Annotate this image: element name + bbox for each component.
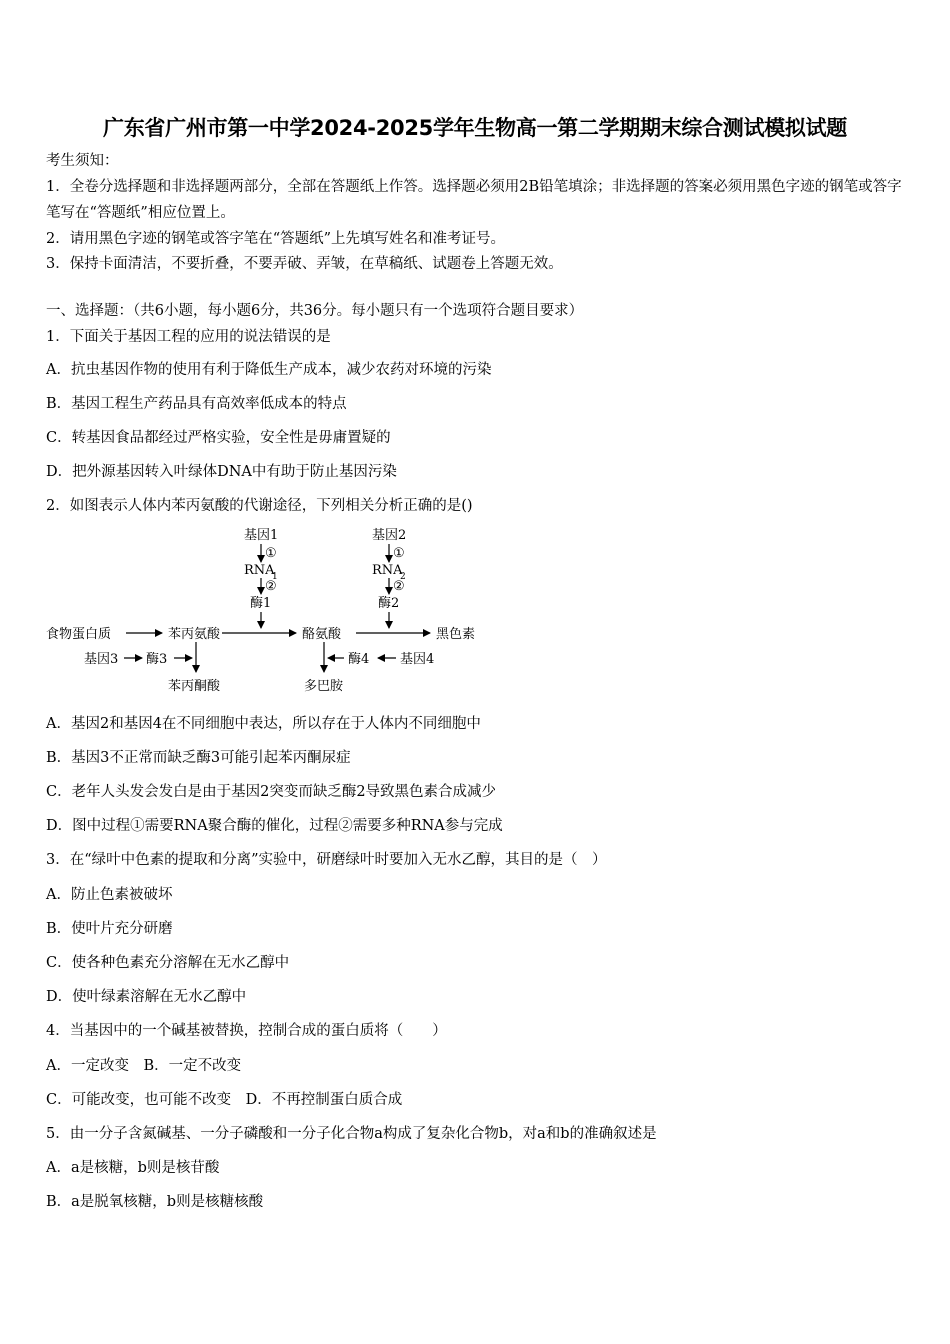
- question-5-stem: 5．由一分子含氮碱基、一分子磷酸和一分子化合物a构成了复杂化合物b，对a和b的准确叙述是: [46, 1126, 657, 1142]
- gene3-label: 基因3: [84, 652, 119, 667]
- rna2-label: RNA: [372, 563, 403, 578]
- question-5-option-a: A．a是核糖，b则是核苷酸: [46, 1160, 220, 1176]
- phenylpyruvate-label: 苯丙酮酸: [168, 679, 221, 694]
- question-2-option-a: A．基因2和基因4在不同细胞中表达，所以存在于人体内不同细胞中: [46, 716, 481, 732]
- question-5-option-b: B．a是脱氧核糖，b则是核糖核酸: [46, 1194, 264, 1210]
- rna2-subscript: 2: [400, 572, 406, 582]
- question-2-option-d: D．图中过程①需要RNA聚合酶的催化，过程②需要多种RNA参与完成: [46, 818, 503, 834]
- step2b-label: ②: [393, 579, 405, 594]
- enzyme2-label: 酶2: [378, 596, 400, 611]
- page-title: 广东省广州市第一中学2024-2025学年生物高一第二学期期末综合测试模拟试题: [103, 116, 847, 140]
- metabolic-pathway-diagram: [44, 522, 494, 697]
- question-3-option-b: B．使叶片充分研磨: [46, 921, 173, 937]
- question-2-option-b: B．基因3不正常而缺乏酶3可能引起苯丙酮尿症: [46, 750, 351, 766]
- enzyme1-label: 酶1: [250, 596, 272, 611]
- question-3-stem: 3．在“绿叶中色素的提取和分离”实验中，研磨绿叶时要加入无水乙醇，其目的是（ ）: [46, 852, 607, 868]
- step2-label: ②: [265, 579, 277, 594]
- question-1-option-b: B．基因工程生产药品具有高效率低成本的特点: [46, 396, 347, 412]
- step1-label: ①: [265, 546, 277, 561]
- question-1-stem: 1．下面关于基因工程的应用的说法错误的是: [46, 329, 331, 345]
- question-4-options-ab: A．一定改变 B．一定不改变: [46, 1058, 242, 1074]
- gene1-label: 基因1: [244, 528, 279, 543]
- rna1-subscript: 1: [272, 572, 278, 582]
- question-2-stem: 2．如图表示人体内苯丙氨酸的代谢途径，下列相关分析正确的是(): [46, 498, 473, 514]
- question-3-option-d: D．使叶绿素溶解在无水乙醇中: [46, 989, 247, 1005]
- enzyme4-label: 酶4: [348, 652, 370, 667]
- tyrosine-label: 酪氨酸: [302, 627, 342, 642]
- step1b-label: ①: [393, 546, 405, 561]
- question-4-stem: 4．当基因中的一个碱基被替换，控制合成的蛋白质将（ ）: [46, 1023, 447, 1039]
- notice-item-3: 3．保持卡面清洁，不要折叠，不要弄破、弄皱，在草稿纸、试题卷上答题无效。: [46, 256, 563, 272]
- question-2-option-c: C．老年人头发会发白是由于基因2突变而缺乏酶2导致黑色素合成减少: [46, 784, 497, 800]
- rna1-label: RNA: [244, 563, 275, 578]
- melanin-label: 黑色素: [436, 627, 476, 642]
- notice-item-1: 1．全卷分选择题和非选择题两部分，全部在答题纸上作答。选择题必须用2B铅笔填涂；非选择题的答案必须用黑色字迹的钢笔或答字笔写在“答题纸”相应位置上。: [46, 179, 902, 221]
- question-1-option-a: A．抗虫基因作物的使用有利于降低生产成本，减少农药对环境的污染: [46, 362, 492, 378]
- dopamine-label: 多巴胺: [304, 679, 344, 694]
- notice-item-2: 2．请用黑色字迹的钢笔或答字笔在“答题纸”上先填写姓名和准考证号。: [46, 231, 506, 247]
- food-protein-label: 食物蛋白质: [46, 627, 112, 642]
- question-4-options-cd: C．可能改变，也可能不改变 D．不再控制蛋白质合成: [46, 1092, 403, 1108]
- gene4-label: 基因4: [400, 652, 435, 667]
- gene2-label: 基因2: [372, 528, 407, 543]
- section-heading: 一、选择题：（共6小题，每小题6分，共36分。每小题只有一个选项符合题目要求）: [46, 303, 584, 319]
- question-3-option-c: C．使各种色素充分溶解在无水乙醇中: [46, 955, 290, 971]
- enzyme3-label: 酶3: [146, 652, 168, 667]
- question-1-option-d: D．把外源基因转入叶绿体DNA中有助于防止基因污染: [46, 464, 397, 480]
- question-1-option-c: C．转基因食品都经过严格实验，安全性是毋庸置疑的: [46, 430, 391, 446]
- notice-heading: 考生须知：: [46, 153, 119, 169]
- phenylalanine-label: 苯丙氨酸: [168, 627, 221, 642]
- question-3-option-a: A．防止色素被破坏: [46, 887, 173, 903]
